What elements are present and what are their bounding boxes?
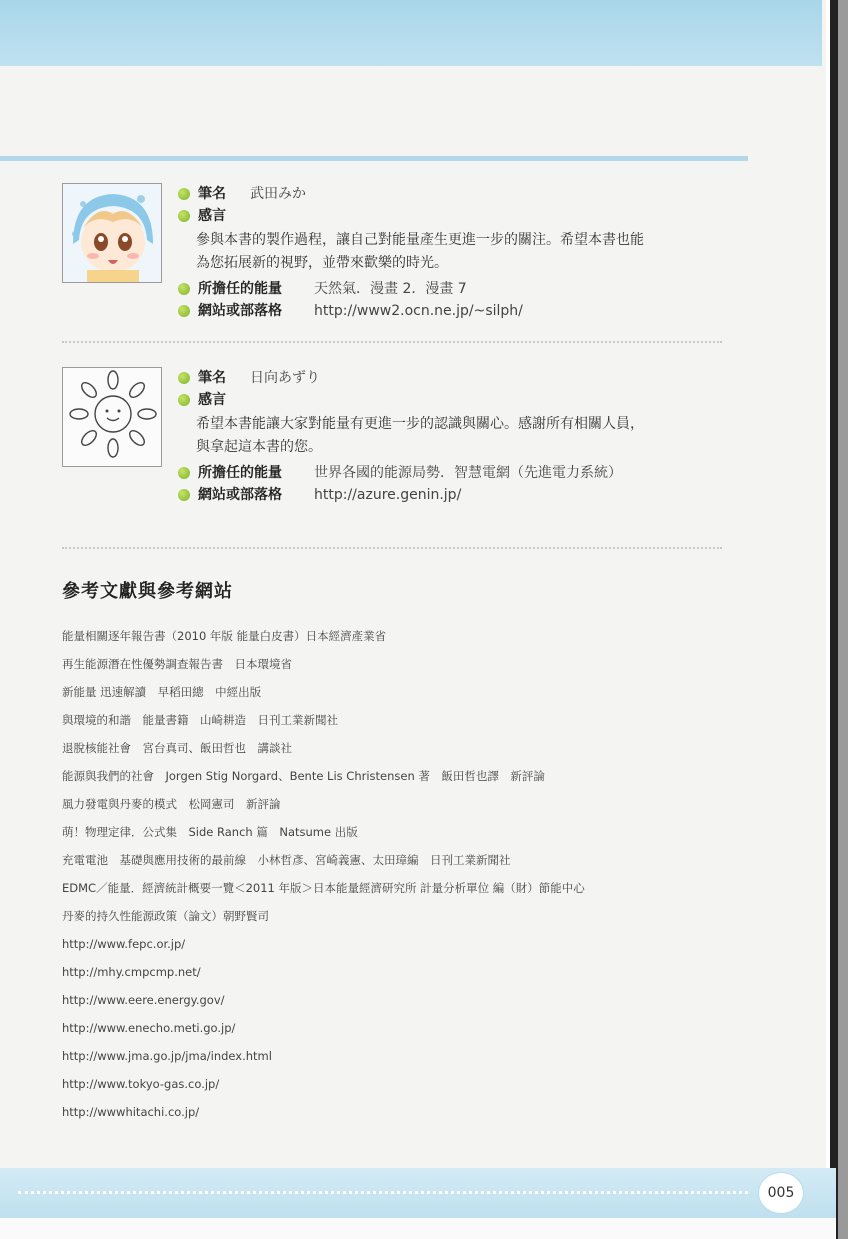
pen-name-row	[178, 183, 758, 205]
footer-dots	[18, 1191, 748, 1194]
reference-url[interactable]: http://www.tokyo-gas.co.jp/	[62, 1077, 220, 1091]
website-label: 網站或部落格	[198, 303, 282, 319]
website-label: 網站或部落格	[198, 487, 282, 503]
reference-list	[62, 624, 762, 1128]
reference-item: 新能量 迅速解讀 早稻田總 中經出版	[62, 685, 262, 699]
comment-label: 感言	[198, 392, 226, 408]
website-row	[178, 300, 758, 322]
pen-name-row	[178, 367, 758, 389]
website-row	[178, 484, 758, 506]
reference-item: 充電電池 基礎與應用技術的最前線 小林哲彥、宮崎義憲、太田璋編 日刊工業新聞社	[62, 853, 511, 867]
comment-row	[178, 389, 758, 411]
pen-name-label: 筆名	[198, 370, 226, 386]
comment-row	[178, 205, 758, 227]
reference-url[interactable]: http://www.jma.go.jp/jma/index.html	[62, 1049, 272, 1063]
bullet-icon	[178, 394, 190, 406]
comment-line: 為您拓展新的視野，並帶來歡樂的時光。	[196, 255, 448, 271]
comment-text	[196, 411, 758, 462]
bullet-icon	[178, 467, 190, 479]
bullet-icon	[178, 372, 190, 384]
reference-url[interactable]: http://www.enecho.meti.go.jp/	[62, 1021, 236, 1035]
reference-item: 能源與我們的社會 Jorgen Stig Norgard、Bente Lis Christensen 著 飯田哲也譯 新評論	[62, 769, 545, 783]
pen-name-label: 筆名	[198, 186, 226, 202]
reference-url[interactable]: http://www.fepc.or.jp/	[62, 937, 186, 951]
reference-item: 丹麥的持久性能源政策（論文）朝野賢司	[62, 909, 269, 923]
reference-url[interactable]: http://mhy.cmpcmp.net/	[62, 965, 201, 979]
avatar-sun-sketch-icon	[62, 367, 162, 467]
reference-item: 退脫核能社會 宮台真司、飯田哲也 講談社	[62, 741, 292, 755]
comment-line: 希望本書能讓大家對能量有更進一步的認識與關心。感謝所有相關人員，	[196, 416, 644, 432]
comment-text	[196, 227, 758, 278]
pen-name: 日向あずり	[250, 370, 320, 386]
website-link[interactable]: http://www2.ocn.ne.jp/~silph/	[314, 303, 523, 319]
website-link[interactable]: http://azure.genin.jp/	[314, 487, 462, 503]
reference-url[interactable]: http://wwwhitachi.co.jp/	[62, 1105, 200, 1119]
references-title: 參考文獻與參考網站	[62, 581, 233, 602]
role-label: 所擔任的能量	[198, 281, 282, 297]
page-edge	[826, 0, 848, 1239]
comment-line: 參與本書的製作過程，讓自己對能量產生更進一步的關注。希望本書也能	[196, 232, 644, 248]
pen-name: 武田みか	[250, 186, 306, 202]
reference-item: 萌！物理定律．公式集 Side Ranch 篇 Natsume 出版	[62, 825, 358, 839]
reference-item: 風力發電與丹麥的模式 松岡憲司 新評論	[62, 797, 281, 811]
bullet-icon	[178, 283, 190, 295]
role-row	[178, 462, 758, 484]
role-label: 所擔任的能量	[198, 465, 282, 481]
reference-item: 再生能源潛在性優勢調查報告書 日本環境省	[62, 657, 292, 671]
dotted-divider	[62, 547, 722, 549]
page-bottom-edge	[0, 1218, 836, 1239]
bullet-icon	[178, 188, 190, 200]
section-divider	[0, 156, 748, 161]
bullet-icon	[178, 305, 190, 317]
comment-line: 與拿起這本書的您。	[196, 439, 322, 455]
reference-item: EDMC／能量．經濟統計概要一覽＜2011 年版＞日本能量經濟研究所 計量分析單位 編（財）節能中心	[62, 881, 585, 895]
reference-item: 與環境的和諧 能量書籍 山崎耕造 日刊工業新聞社	[62, 713, 338, 727]
bullet-icon	[178, 489, 190, 501]
avatar-chibi-icon	[62, 183, 162, 283]
reference-item: 能量相關逐年報告書（2010 年版 能量白皮書）日本經濟產業省	[62, 629, 387, 643]
reference-url[interactable]: http://www.eere.energy.gov/	[62, 993, 225, 1007]
header-band	[0, 0, 822, 66]
dotted-divider	[62, 341, 722, 343]
role-row	[178, 278, 758, 300]
role-value: 世界各國的能源局勢．智慧電網（先進電力系統）	[314, 465, 622, 481]
comment-label: 感言	[198, 208, 226, 224]
bullet-icon	[178, 210, 190, 222]
page-number: 005	[758, 1172, 804, 1214]
role-value: 天然氣．漫畫 2．漫畫 7	[314, 281, 467, 297]
